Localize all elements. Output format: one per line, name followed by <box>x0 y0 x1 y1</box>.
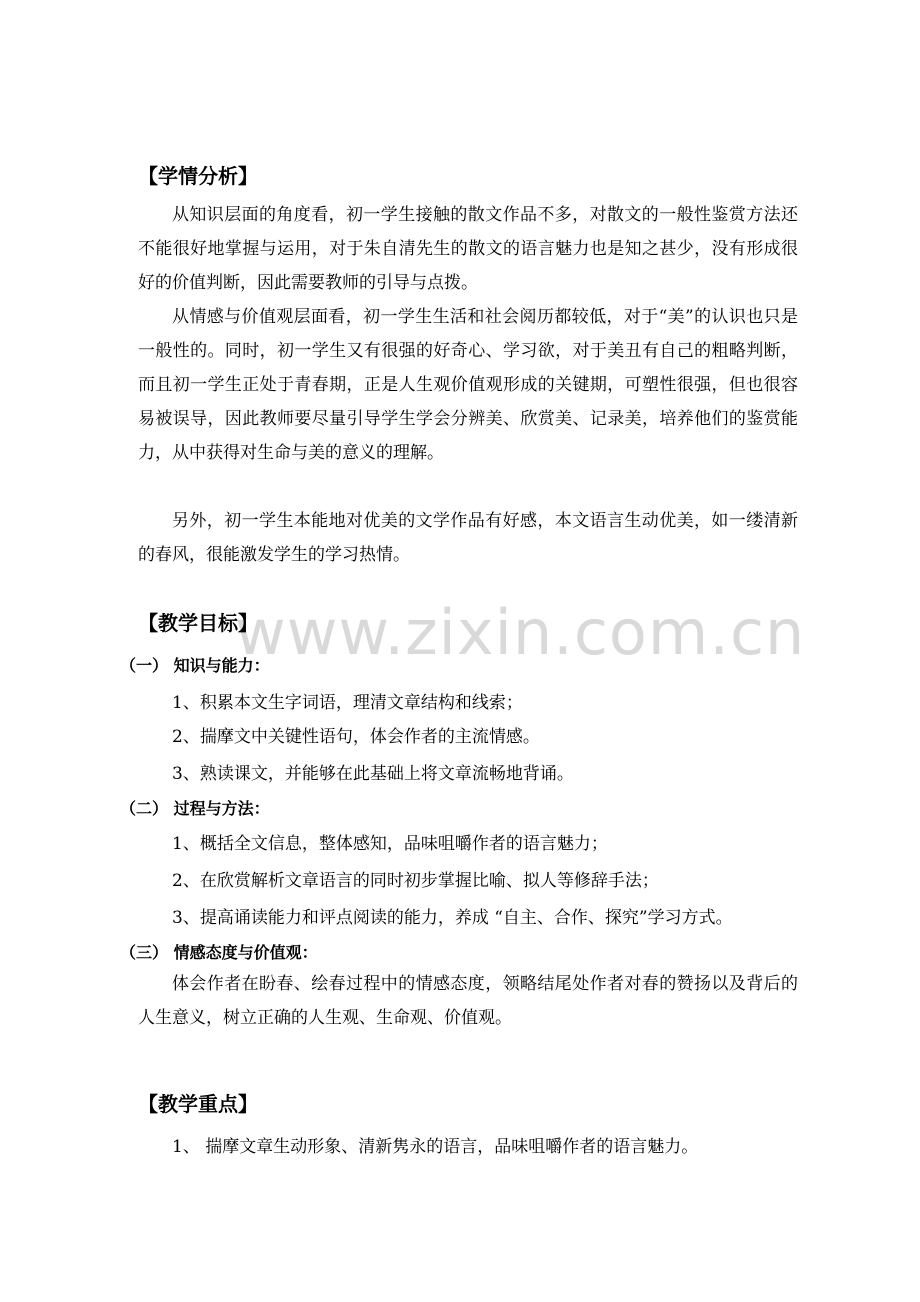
emotion-paragraph: 体会作者在盼春、绘春过程中的情感态度，领略结尾处作者对春的赞扬以及背后的人生意义，树立正确的人生观、生命观、价值观。 <box>138 974 798 1028</box>
process-item-3: 3、提高诵读能力和评点阅读的能力，养成 “自主、合作、探究”学习方式。 <box>172 908 733 928</box>
process-item-2: 2、在欣赏解析文章语言的同时初步掌握比喻、拟人等修辞手法； <box>172 871 659 891</box>
analysis-paragraph-2: 从情感与价值观层面看，初一学生生活和社会阅历都较低，对于“美”的认识也只是一般性的。同时，初一学生又有很强的好奇心、学习欲，对于美丑有自己的粗略判断，而且初一学生正处于青春期，正是人生观价值观形成的关键期，可塑性很强，但也很容易被误导，因此教师要尽量引导学生学会分辨美、欣赏美、记录美，培养他们的鉴赏能力，从中获得对生命与美的意义的理解。 <box>138 307 798 463</box>
subheading-process-method: （二） 过程与方法： <box>120 799 270 818</box>
knowledge-item-2: 2、揣摩文中关键性语句，体会作者的主流情感。 <box>172 727 540 747</box>
process-item-1: 1、概括全文信息，整体感知，品味咀嚼作者的语言魅力； <box>172 834 608 854</box>
heading-student-analysis: 【学情分析】 <box>138 164 258 188</box>
analysis-paragraph-3: 另外，初一学生本能地对优美的文学作品有好感，本文语言生动优美，如一缕清新的春风，很能激发学生的学习热情。 <box>138 511 798 565</box>
analysis-paragraph-1: 从知识层面的角度看，初一学生接触的散文作品不多，对散文的一般性鉴赏方法还不能很好地掌握与运用，对于朱自清先生的散文的语言魅力也是知之甚少，没有形成很好的价值判断，因此需要教师的引导与点拨。 <box>138 205 798 293</box>
subheading-knowledge-ability: （一） 知识与能力： <box>120 656 270 675</box>
heading-teaching-goals: 【教学目标】 <box>138 611 258 635</box>
watermark: www.zixin.com.cn <box>235 596 806 669</box>
heading-teaching-focus: 【教学重点】 <box>138 1092 258 1116</box>
knowledge-item-3: 3、熟读课文，并能够在此基础上将文章流畅地背诵。 <box>172 764 574 784</box>
subheading-emotion-values: （三） 情感态度与价值观： <box>120 943 318 962</box>
focus-item-1: 1、 揣摩文章生动形象、清新隽永的语言，品味咀嚼作者的语言魅力。 <box>172 1137 699 1157</box>
knowledge-item-1: 1、积累本文生字词语，理清文章结构和线索； <box>172 693 523 713</box>
